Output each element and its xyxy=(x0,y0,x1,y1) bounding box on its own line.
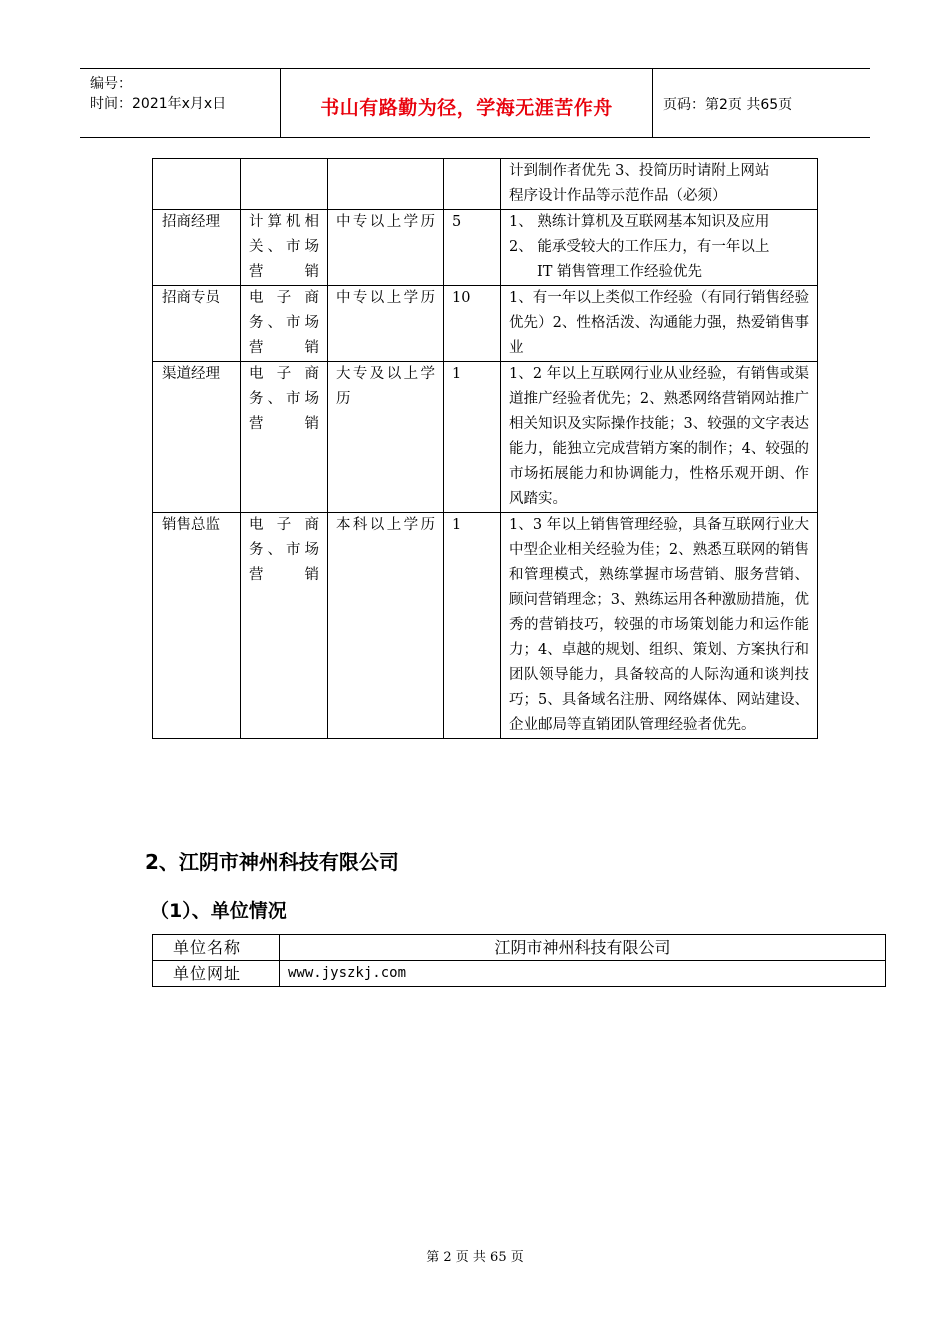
job-count: 5 xyxy=(444,210,501,286)
requirement-text: 1、2 年以上互联网行业从业经验，有销售或渠道推广经验者优先；2、熟悉网络营销网站推广相关知识及实际操作技能；3、较强的文字表达能力，能独立完成营销方案的制作；4、较强的市场拓展能力和协调能力，性格乐观开朗、作风踏实。 xyxy=(509,366,809,507)
requirement-line: 计到制作者优先 3、投简历时请附上网站 xyxy=(509,163,770,179)
table-row xyxy=(153,935,886,961)
page-header xyxy=(80,68,870,138)
table-row xyxy=(153,513,818,739)
company-info-table xyxy=(152,934,886,987)
job-title: 招商专员 xyxy=(153,286,241,362)
job-major: 电子商务、市场营销 xyxy=(241,513,328,739)
requirement-text: 1、3 年以上销售管理经验，具备互联网行业大中型企业相关经验为佳；2、熟悉互联网的销售和管理模式，熟练掌握市场营销、服务营销、顾问营销理念；3、熟练运用各种激励措施，优秀的营销技巧，较强的市场策划能力和运作能力；4、卓越的规划、组织、策划、方案执行和团队领导能力，具备较高的人际沟通和谈判技巧；5、具备域名注册、网络媒体、网站建设、企业邮局等直销团队管理经验者优先。 xyxy=(509,517,809,733)
job-count: 10 xyxy=(444,286,501,362)
jobs-table xyxy=(152,158,818,739)
company-url-value: www.jyszkj.com xyxy=(280,961,886,987)
requirements-cell xyxy=(501,362,818,513)
page-footer: 第 2 页 共 65 页 xyxy=(426,1250,524,1265)
requirement-line: 1、 熟练计算机及互联网基本知识及应用 xyxy=(509,214,770,230)
job-title: 渠道经理 xyxy=(153,362,241,513)
requirement-line: IT 销售管理工作经验优先 xyxy=(537,264,703,280)
job-education: 中专以上学历 xyxy=(328,210,444,286)
document-date: 时间：2021年x月x日 xyxy=(90,96,227,112)
job-education: 中专以上学历 xyxy=(328,286,444,362)
header-motto: 书山有路勤为径，学海无涯苦作舟 xyxy=(320,97,613,119)
document-number: 编号： xyxy=(90,76,132,92)
job-major: 电子商务、市场营销 xyxy=(241,362,328,513)
requirements-cell xyxy=(501,286,818,362)
section-subtitle: （1）、单位情况 xyxy=(150,900,287,922)
job-education: 大专及以上学历 xyxy=(328,362,444,513)
requirements-cell xyxy=(501,159,818,210)
company-name-label: 单位名称 xyxy=(153,935,280,961)
company-name-value: 江阴市神州科技有限公司 xyxy=(280,935,886,961)
requirements-cell xyxy=(501,210,818,286)
header-meta-cell xyxy=(80,69,281,137)
table-row xyxy=(153,961,886,987)
job-education: 本科以上学历 xyxy=(328,513,444,739)
table-row xyxy=(153,286,818,362)
table-row xyxy=(153,210,818,286)
job-title: 招商经理 xyxy=(153,210,241,286)
header-page-number: 页码：第2页 共65页 xyxy=(663,97,793,113)
job-major: 电子商务、市场营销 xyxy=(241,286,328,362)
company-url-label: 单位网址 xyxy=(153,961,280,987)
job-title: 销售总监 xyxy=(153,513,241,739)
job-major: 计算机相关、市场营销 xyxy=(241,210,328,286)
requirement-text: 1、有一年以上类似工作经验（有同行销售经验优先）2、性格活泼、沟通能力强，热爱销售事业 xyxy=(509,290,809,356)
table-row xyxy=(153,159,818,210)
job-count: 1 xyxy=(444,513,501,739)
job-count: 1 xyxy=(444,362,501,513)
header-page-cell xyxy=(653,69,870,137)
section-title: 2、江阴市神州科技有限公司 xyxy=(145,850,399,874)
requirement-line: 2、 能承受较大的工作压力，有一年以上 xyxy=(509,239,770,255)
table-row xyxy=(153,362,818,513)
header-motto-cell xyxy=(281,69,653,137)
requirement-line: 程序设计作品等示范作品（必须） xyxy=(509,188,727,204)
requirements-cell xyxy=(501,513,818,739)
